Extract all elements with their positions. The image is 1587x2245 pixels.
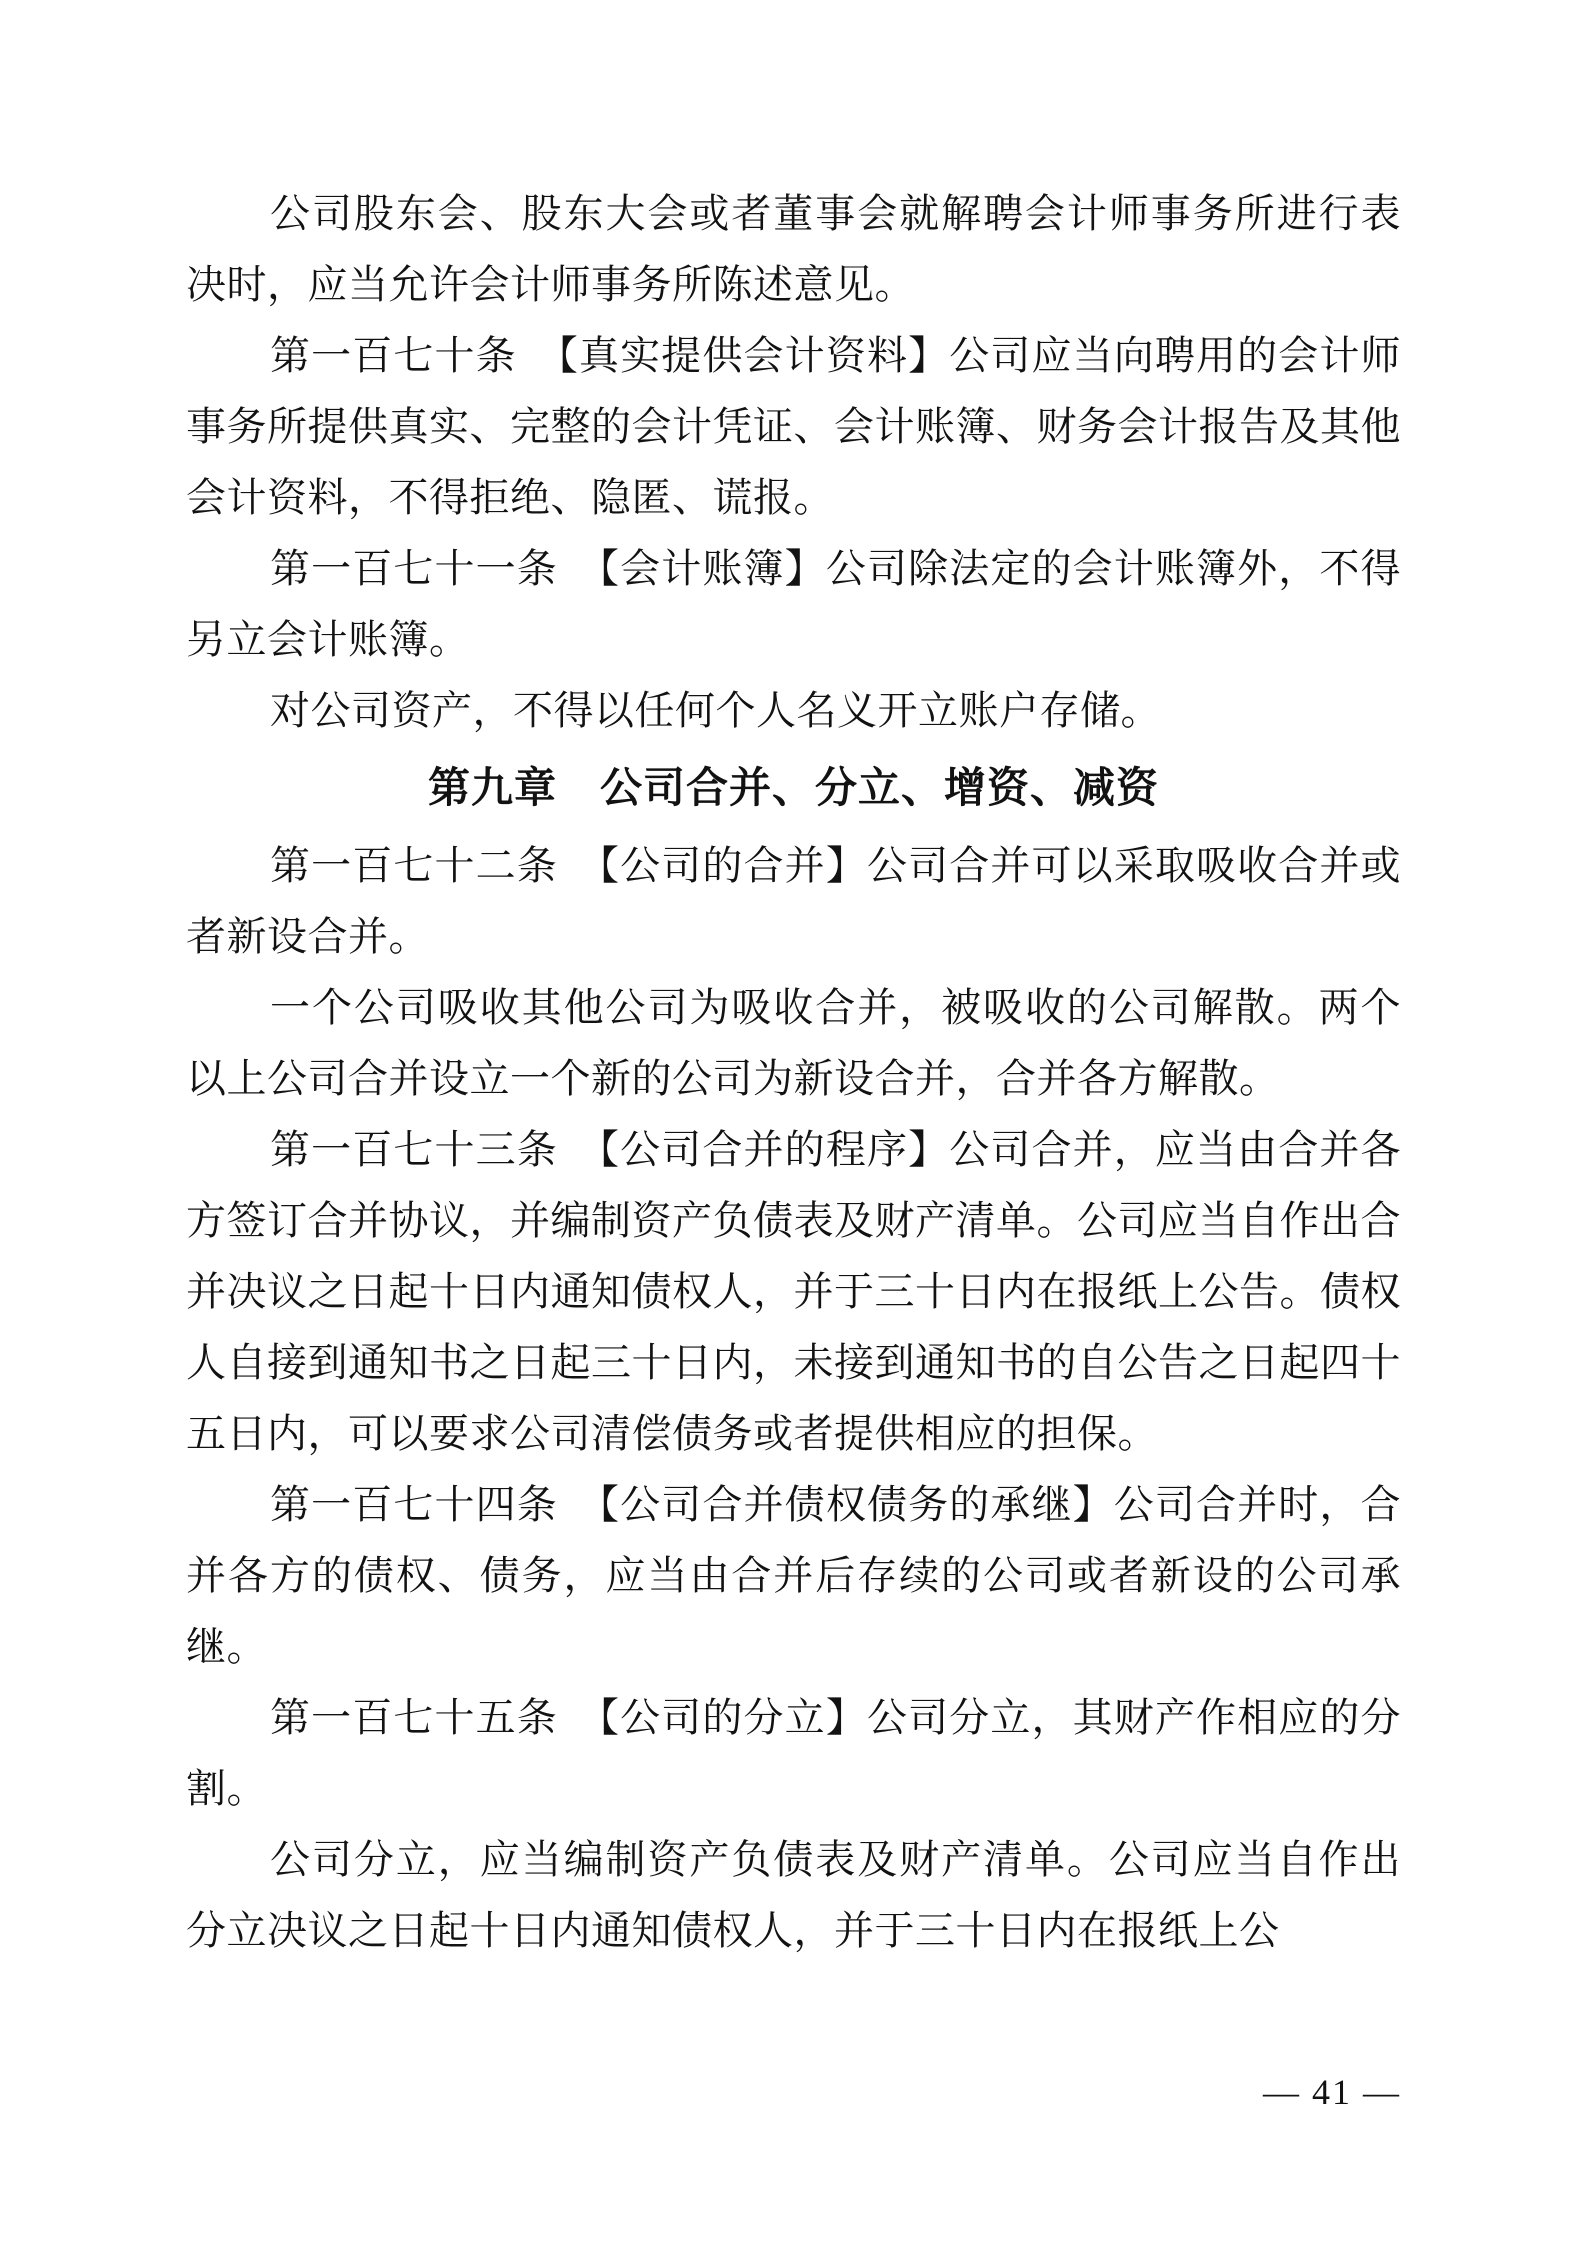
paragraph: 第一百七十一条 【会计账簿】公司除法定的会计账簿外，不得另立会计账簿。 [186,546,1401,662]
paragraph: 第一百七十二条 【公司的合并】公司合并可以采取吸收合并或者新设合并。 [186,843,1401,959]
paragraph: 第一百七十三条 【公司合并的程序】公司合并，应当由合并各方签订合并协议，并编制资产负债表及财产清单。公司应当自作出合并决议之日起十日内通知债权人，并于三十日内在报纸上公告。债权人自接到通知书之日起三十日内，未接到通知书的自公告之日起四十五日内，可以要求公司清偿债务或者提供相应的担保。 [186,1127,1401,1456]
paragraph: 第一百七十四条 【公司合并债权债务的承继】公司合并时，合并各方的债权、债务，应当由合并后存续的公司或者新设的公司承继。 [186,1482,1401,1669]
paragraph: 公司股东会、股东大会或者董事会就解聘会计师事务所进行表决时，应当允许会计师事务所陈述意见。 [186,191,1401,307]
paragraph: 第一百七十条 【真实提供会计资料】公司应当向聘用的会计师事务所提供真实、完整的会计凭证、会计账簿、财务会计报告及其他会计资料，不得拒绝、隐匿、谎报。 [186,333,1401,520]
page-content [186,178,1401,1966]
paragraph: 对公司资产，不得以任何个人名义开立账户存储。 [270,688,1161,733]
paragraph: 第一百七十五条 【公司的分立】公司分立，其财产作相应的分割。 [186,1695,1401,1811]
paragraph: 一个公司吸收其他公司为吸收合并，被吸收的公司解散。两个以上公司合并设立一个新的公司为新设合并，合并各方解散。 [186,985,1401,1101]
chapter-heading: 第九章 公司合并、分立、增资、减资 [427,766,1159,812]
page-number: — 41 — [1263,2072,1401,2112]
paragraph: 公司分立，应当编制资产负债表及财产清单。公司应当自作出分立决议之日起十日内通知债权人，并于三十日内在报纸上公 [186,1837,1401,1953]
